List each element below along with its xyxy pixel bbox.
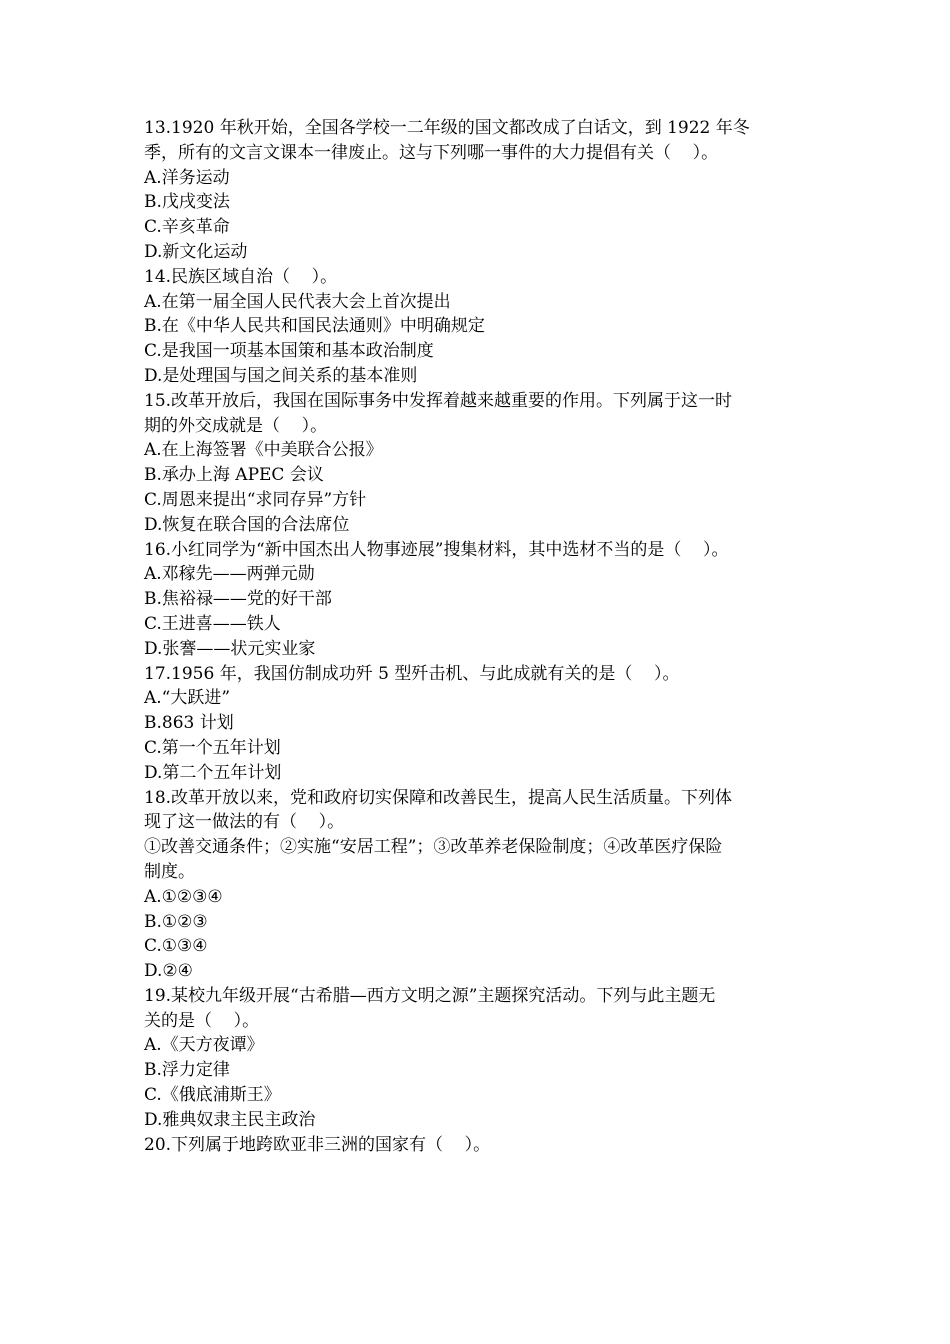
q19-stem-line-2: 关的是（ ）。 xyxy=(144,1010,260,1031)
q14-option-b: B.在《中华人民共和国民法通则》中明确规定 xyxy=(144,316,485,337)
q19-option-c: C.《俄底浦斯王》 xyxy=(144,1085,281,1106)
q18-option-d: D.②④ xyxy=(144,961,193,982)
q16-option-a: A.邓稼先——两弹元勋 xyxy=(144,564,315,585)
q17-option-a: A.“大跃进” xyxy=(144,688,231,709)
q17-option-b: B.863 计划 xyxy=(144,713,234,734)
q19-option-b: B.浮力定律 xyxy=(144,1060,230,1081)
q13-option-d: D.新文化运动 xyxy=(144,241,248,262)
q14-option-d: D.是处理国与国之间关系的基本准则 xyxy=(144,365,418,386)
q17-option-d: D.第二个五年计划 xyxy=(144,762,282,783)
q15-stem-line-1: 15.改革开放后，我国在国际事务中发挥着越来越重要的作用。下列属于这一时 xyxy=(144,390,733,411)
question-list xyxy=(144,116,812,1157)
q18-stem-line-2: 现了这一做法的有（ ）。 xyxy=(144,812,345,833)
q16-option-c: C.王进喜——铁人 xyxy=(144,613,281,634)
q16-option-d: D.张謇——状元实业家 xyxy=(144,638,316,659)
q13-option-c: C.辛亥革命 xyxy=(144,217,230,238)
q13-option-b: B.戊戌变法 xyxy=(144,192,230,213)
q18-option-c: C.①③④ xyxy=(144,936,208,957)
q17-option-c: C.第一个五年计划 xyxy=(144,737,281,758)
q20-stem: 20.下列属于地跨欧亚非三洲的国家有（ ）。 xyxy=(144,1134,491,1155)
q18-option-b: B.①②③ xyxy=(144,911,208,932)
q15-option-d: D.恢复在联合国的合法席位 xyxy=(144,514,350,535)
q19-stem-line-1: 19.某校九年级开展“古希腊—西方文明之源”主题探究活动。下列与此主题无 xyxy=(144,985,716,1006)
q19-option-d: D.雅典奴隶主民主政治 xyxy=(144,1109,316,1130)
q16-option-b: B.焦裕禄——党的好干部 xyxy=(144,589,332,610)
q18-items-line-1: ①改善交通条件；②实施“安居工程”；③改革养老保险制度；④改革医疗保险 xyxy=(144,837,723,858)
q15-option-b: B.承办上海 APEC 会议 xyxy=(144,465,324,486)
q18-stem-line-1: 18.改革开放以来，党和政府切实保障和改善民生，提高人民生活质量。下列体 xyxy=(144,787,733,808)
q13-stem-line-1: 13.1920 年秋开始，全国各学校一二年级的国文都改成了白话文，到 1922 年冬 xyxy=(144,118,750,138)
q17-stem: 17.1956 年，我国仿制成功歼 5 型歼击机、与此成就有关的是（ ）。 xyxy=(144,663,680,684)
q14-option-a: A.在第一届全国人民代表大会上首次提出 xyxy=(144,291,451,312)
q14-option-c: C.是我国一项基本国策和基本政治制度 xyxy=(144,341,434,362)
q15-option-a: A.在上海签署《中美联合公报》 xyxy=(144,440,383,461)
q14-stem: 14.民族区域自治（ ）。 xyxy=(144,266,338,287)
q19-option-a: A.《天方夜谭》 xyxy=(144,1035,264,1056)
q13-option-a: A.洋务运动 xyxy=(144,167,230,188)
q15-stem-line-2: 期的外交成就是（ ）。 xyxy=(144,415,328,436)
q15-option-c: C.周恩来提出“求同存异”方针 xyxy=(144,489,367,510)
q18-items-line-2: 制度。 xyxy=(144,861,195,882)
q16-stem: 16.小红同学为“新中国杰出人物事迹展”搜集材料，其中选材不当的是（ ）。 xyxy=(144,539,729,560)
q18-option-a: A.①②③④ xyxy=(144,886,223,907)
q13-stem-line-2: 季，所有的文言文课本一律废止。这与下列哪一事件的大力提倡有关（ ）。 xyxy=(144,142,719,163)
